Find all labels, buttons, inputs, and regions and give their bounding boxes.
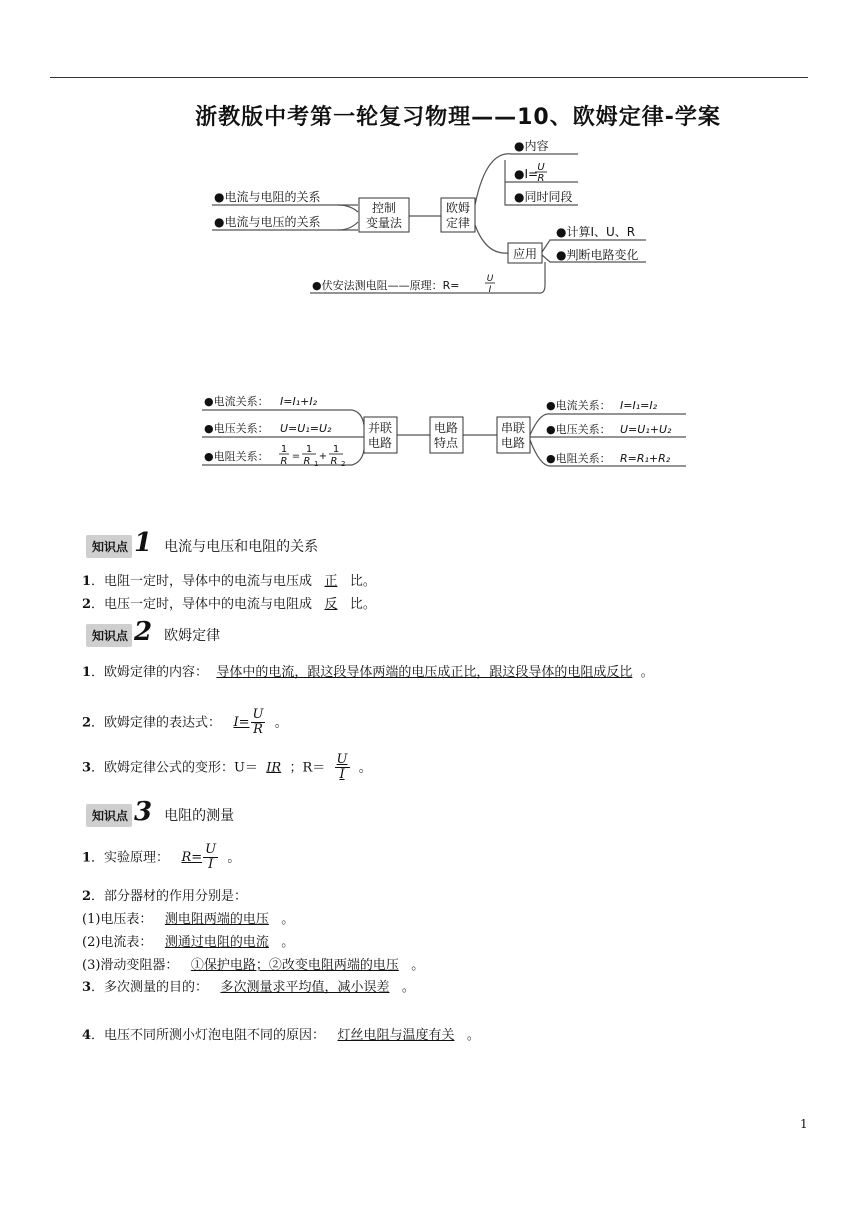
kp1-title: 电流与电压和电阻的关系 [164,539,319,555]
page-number: 1 [800,1117,808,1131]
series-resistance-formula: R=R₁+R₂ [620,452,671,465]
parallel-voltage-formula: U=U₁=U₂ [280,422,332,435]
knowledge-point-2-header [86,617,221,647]
box-series-line2: 电路 [500,436,526,450]
formula-bottom-denominator: I [488,285,492,295]
document-title: 浙教版中考第一轮复习物理——10、欧姆定律-学案 [195,105,721,130]
kp3-answer-principle: R= $\frac{U}{I}$ [181,842,217,873]
kp2-answer-ir: IR [266,760,282,776]
box-method-line1: 控制 [371,201,397,215]
kp1-number: 1 [134,528,153,558]
knowledge-point-3-header [86,797,235,827]
kp2-line-2: 2．欧姆定律的表达式： I= $\frac{U}{R}$ 。 [82,707,288,738]
kp3-answer-voltmeter: 测电阻两端的电压 [164,912,269,927]
kp3-sub-3: (3)滑动变阻器： ①保护电路；②改变电阻两端的电压 。 [82,958,425,973]
item-calculate: ●计算I、U、R [556,225,636,239]
kp3-answer-rheostat: ①保护电路；②改变电阻两端的电压 [190,958,399,973]
kp2-title: 欧姆定律 [164,628,221,644]
formula-bottom-numerator: U [486,274,494,284]
kp1-answer-2: 反 [324,597,338,612]
svg-text:R: R [303,456,311,467]
kp2-answer-content: 导体中的电流，跟这段导体两端的电压成正比，跟这段导体的电阻成反比 [216,665,633,680]
kp3-line-1: 1．实验原理： R= $\frac{U}{I}$ 。 [82,842,241,873]
svg-text:1: 1 [305,444,313,455]
circuit-characteristics-map [0,0,860,480]
kp1-line-1: 1．电阻一定时，导体中的电流与电压成 正 比。 [82,574,376,589]
box-center-line1: 电路 [433,421,459,435]
parallel-resistance-label: ●电阻关系： [204,450,269,463]
parallel-current-label: ●电流关系： [204,395,269,408]
kp3-answer-purpose: 多次测量求平均值，减小误差 [220,980,390,995]
kp1-line-2: 2．电压一定时，导体中的电流与电阻成 反 比。 [82,597,376,612]
kp3-number: 3 [134,797,153,827]
kp2-number: 2 [134,617,153,647]
series-voltage-formula: U=U₁+U₂ [620,423,672,436]
box-law-line2: 定律 [445,216,471,230]
item-current-resistance: ●电流与电阻的关系 [214,190,321,204]
svg-text:1: 1 [332,444,340,455]
formula-top-denominator: R [537,173,545,184]
box-apply-label: 应用 [512,247,538,261]
series-resistance-label: ●电阻关系： [546,452,611,465]
kp3-answer-reason: 灯丝电阻与温度有关 [337,1028,455,1043]
kp3-sub-2: (2)电流表： 测通过电阻的电流 。 [82,935,295,950]
item-same-time: ●同时同段 [514,190,573,204]
box-parallel-line2: 电路 [367,436,393,450]
series-voltage-label: ●电压关系： [546,423,611,436]
kp2-badge: 知识点 [86,624,132,647]
kp2-fraction: $\frac{U}{R}$ [252,707,264,738]
kp2-answer-expression: I= $\frac{U}{R}$ [233,707,264,738]
svg-text:=: = [291,451,301,462]
parallel-voltage-label: ●电压关系： [204,422,269,435]
kp2-line-1: 1．欧姆定律的内容： 导体中的电流，跟这段导体两端的电压成正比，跟这段导体的电阻成反比 。 [82,665,654,680]
kp2-line-3: 3．欧姆定律公式的变形：U＝ IR ；R＝ $\frac{U}{I}$ 。 [82,752,372,783]
kp3-answer-ammeter: 测通过电阻的电流 [164,935,269,950]
item-formula: ●I= [514,167,539,181]
kp1-answer-1: 正 [324,574,338,589]
kp3-sub-1: (1)电压表： 测电阻两端的电压 。 [82,912,295,927]
svg-text:1: 1 [280,444,288,455]
kp3-title: 电阻的测量 [164,808,235,824]
formula-top-numerator: U [537,162,545,173]
kp3-line-3: 3．多次测量的目的： 多次测量求平均值，减小误差 。 [82,980,415,995]
item-judge-change: ●判断电路变化 [556,248,639,262]
box-center-line2: 特点 [433,436,459,450]
svg-text:R: R [280,456,288,467]
item-voltammetry: ●伏安法测电阻——原理：R= [312,279,460,292]
box-method-line2: 变量法 [365,216,403,230]
series-current-label: ●电流关系： [546,399,611,412]
kp3-fraction: $\frac{U}{I}$ [205,842,217,873]
svg-text:R: R [330,456,338,467]
item-content: ●内容 [514,139,549,153]
item-current-voltage: ●电流与电压的关系 [214,215,321,229]
knowledge-point-1-header [86,528,319,558]
svg-text:2: 2 [341,460,346,468]
kp3-line-4: 4．电压不同所测小灯泡电阻不同的原因： 灯丝电阻与温度有关 。 [82,1028,480,1043]
svg-text:+: + [318,451,328,462]
kp1-badge: 知识点 [86,535,132,558]
kp3-line-2: 2．部分器材的作用分别是： [82,889,248,904]
svg-text:1: 1 [314,460,319,468]
box-parallel-line1: 并联 [367,421,393,435]
kp2-answer-ui: $\frac{U}{I}$ [336,752,348,783]
box-series-line1: 串联 [500,421,526,435]
parallel-current-formula: I=I₁+I₂ [280,395,317,408]
series-current-formula: I=I₁=I₂ [620,399,657,412]
box-law-line1: 欧姆 [445,201,471,215]
kp3-badge: 知识点 [86,804,132,827]
